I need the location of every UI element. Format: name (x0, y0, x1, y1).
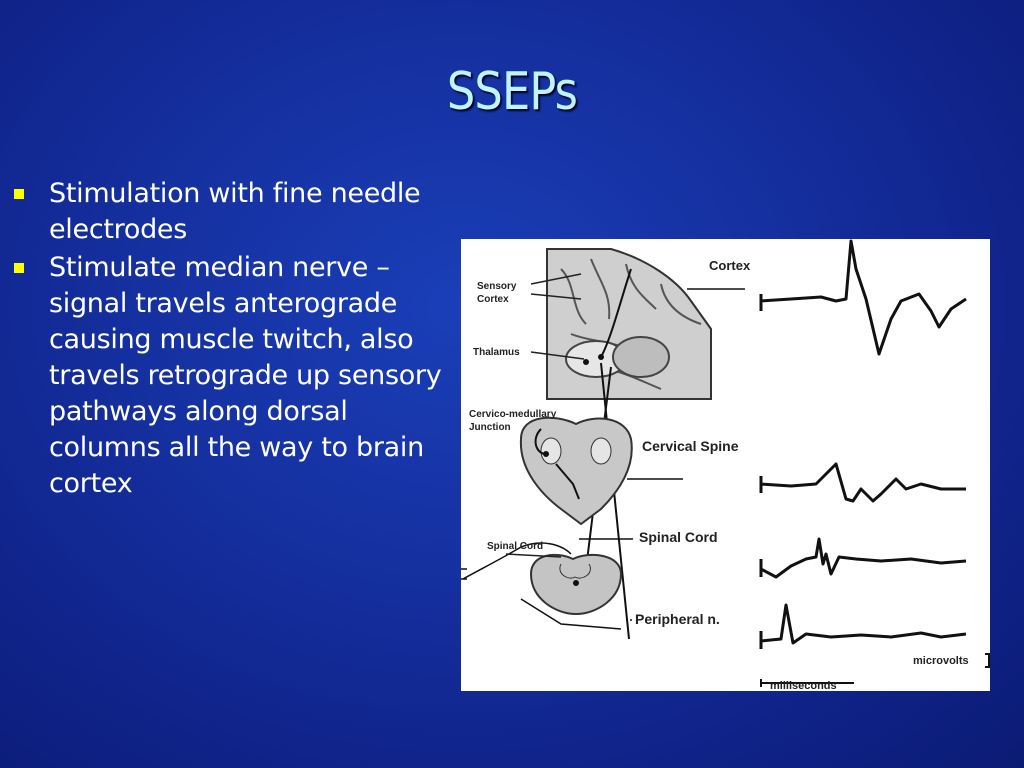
scale-bar (761, 654, 989, 691)
cervico-medullary-label-1: Cervico-medullary (469, 409, 557, 420)
bullet-list (10, 176, 450, 504)
spinal-cord-label: Spinal Cord (639, 529, 718, 545)
cervical-waveform (761, 464, 966, 501)
slide-title: SSEPs (446, 62, 578, 122)
milliseconds-label: milliseconds (770, 680, 837, 691)
spinal-cord-waveform (761, 539, 966, 577)
sensory-cortex-label-1: Sensory (477, 281, 517, 292)
cortex-label: Cortex (709, 258, 751, 273)
spinal-cord-section-drawing (461, 543, 621, 629)
bullet-item (10, 176, 450, 248)
cervical-spine-label: Cervical Spine (642, 438, 739, 454)
spinal-cord-small-label: Spinal Cord (487, 541, 544, 552)
bullet-item (10, 250, 450, 502)
cortex-waveform (761, 241, 966, 354)
ssep-diagram (461, 239, 990, 691)
microvolts-label: microvolts (913, 655, 969, 667)
square-bullet-icon (14, 263, 24, 273)
bullet-text: Stimulation with fine needle electrodes (49, 178, 421, 245)
ssep-figure (461, 239, 990, 691)
waveforms (761, 241, 966, 649)
bullet-text: Stimulate median nerve – signal travels anterograde causing muscle twitch, also travels retrograde up sensory pathways along dorsal columns all the way to brain cortex (49, 252, 442, 499)
cervico-medullary-label-2: Junction (469, 422, 511, 433)
square-bullet-icon (14, 189, 24, 199)
peripheral-nerve-label: Peripheral n. (635, 611, 720, 627)
thalamus-label: Thalamus (473, 347, 520, 358)
sensory-cortex-label-2: Cortex (477, 294, 509, 305)
peripheral-waveform (761, 605, 966, 649)
